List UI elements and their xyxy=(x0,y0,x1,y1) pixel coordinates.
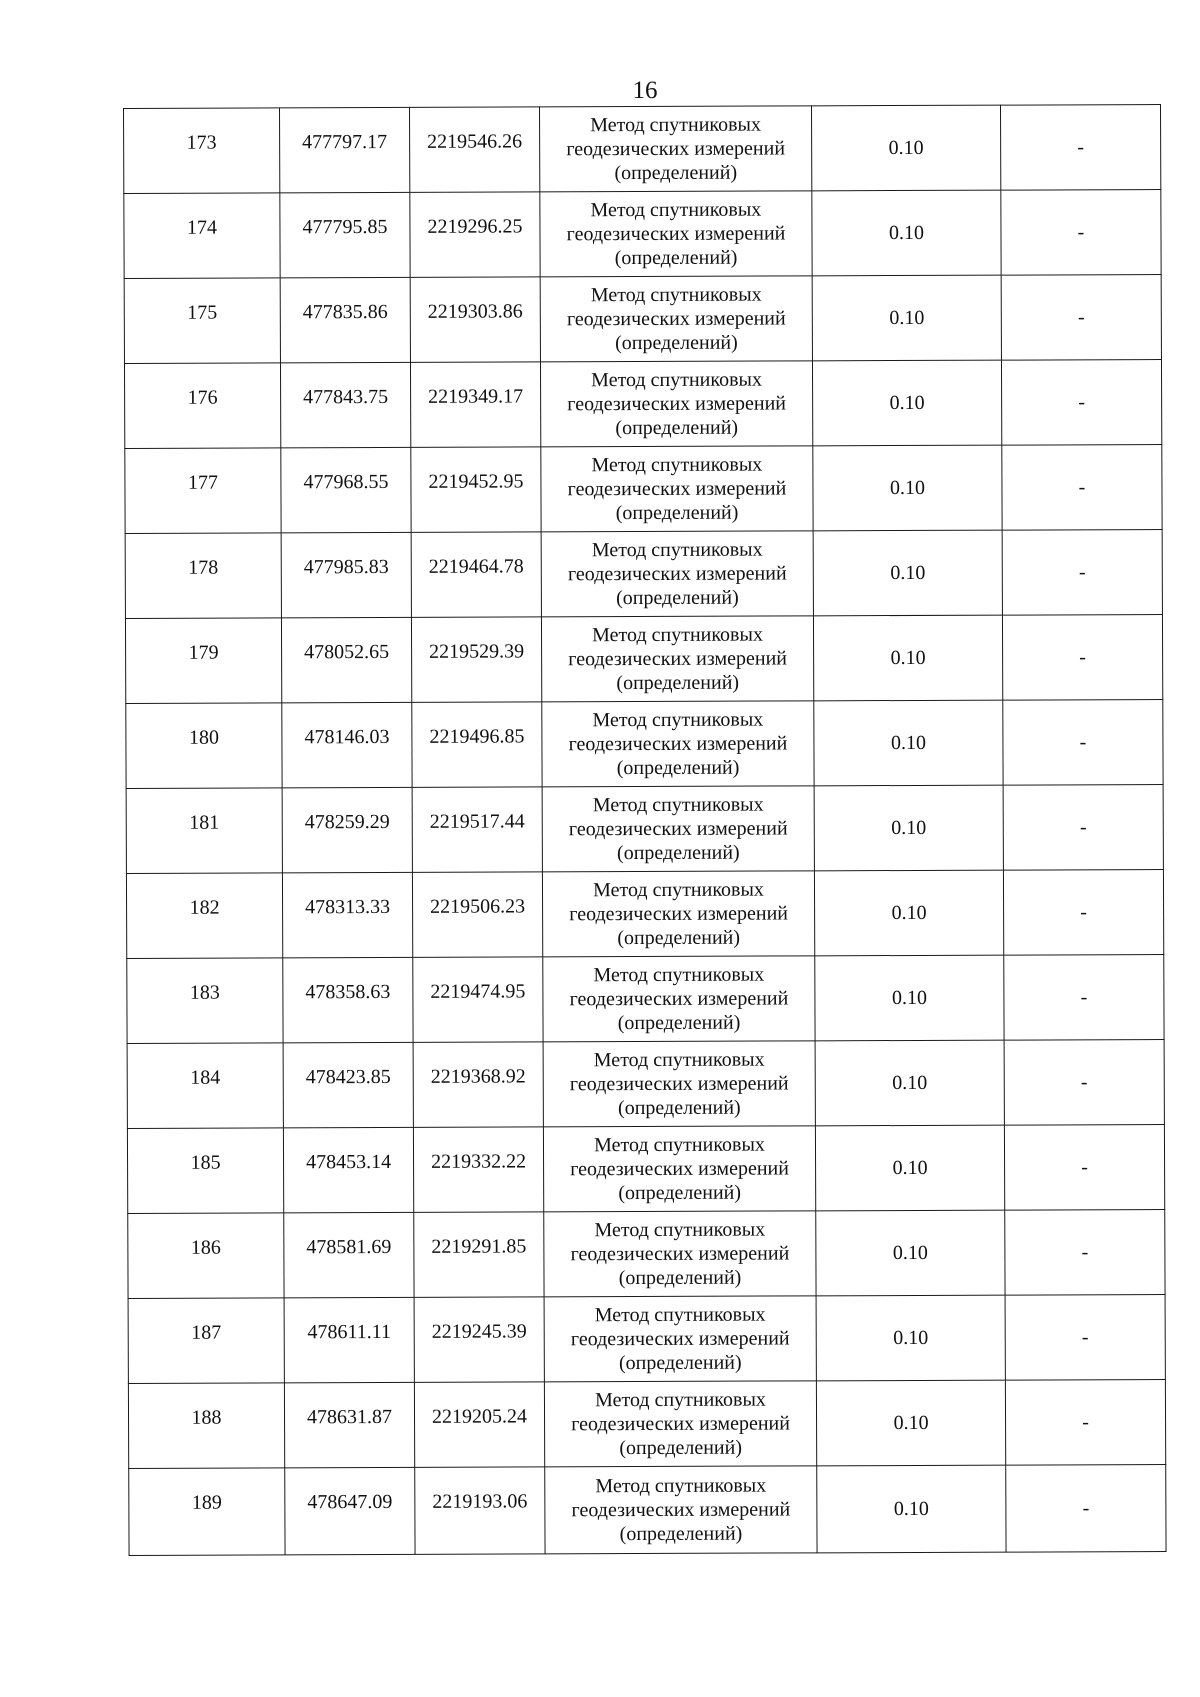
method-line: Метод спутниковых xyxy=(594,1303,766,1327)
method-line: Метод спутниковых xyxy=(594,1218,766,1242)
table-row xyxy=(128,1210,1165,1299)
method-line: (определений) xyxy=(616,586,739,610)
x-coordinate-cell: 478581.69 xyxy=(284,1212,414,1297)
method-line: (определений) xyxy=(615,501,739,525)
note-cell: - xyxy=(1002,530,1162,616)
x-coordinate-cell: 478631.87 xyxy=(284,1382,414,1467)
x-coordinate-cell: 477985.83 xyxy=(281,532,411,617)
note-cell: - xyxy=(1001,360,1161,446)
method-line: геодезических измерений xyxy=(571,1412,790,1436)
method-line: (определений) xyxy=(614,161,738,185)
method-cell xyxy=(544,1211,816,1297)
accuracy-cell: 0.10 xyxy=(812,275,1001,361)
y-coordinate-cell: 2219496.85 xyxy=(412,702,542,787)
y-coordinate-cell: 2219517.44 xyxy=(412,787,542,872)
method-line: геодезических измерений xyxy=(571,1498,791,1522)
method-line: геодезических измерений xyxy=(567,562,787,586)
method-line: (определений) xyxy=(615,416,739,440)
y-coordinate-cell: 2219464.78 xyxy=(411,532,541,617)
method-line: (определений) xyxy=(617,1011,741,1035)
accuracy-cell: 0.10 xyxy=(817,1465,1006,1553)
method-cell xyxy=(541,531,813,617)
method-line: геодезических измерений xyxy=(570,1242,790,1266)
page-number: 16 xyxy=(632,77,658,104)
table-row xyxy=(126,700,1163,789)
method-cell xyxy=(542,871,814,957)
table-row xyxy=(124,360,1161,449)
y-coordinate-cell: 2219349.17 xyxy=(410,362,540,447)
accuracy-cell: 0.10 xyxy=(815,955,1004,1041)
method-line: Метод спутниковых xyxy=(593,1048,765,1072)
accuracy-cell: 0.10 xyxy=(814,870,1003,956)
note-cell: - xyxy=(1003,700,1163,786)
table-row xyxy=(125,530,1162,619)
x-coordinate-cell: 478647.09 xyxy=(285,1467,415,1554)
point-number-cell: 183 xyxy=(127,958,283,1044)
point-number-cell: 174 xyxy=(124,193,280,279)
method-line: Метод спутниковых xyxy=(592,708,764,732)
x-coordinate-cell: 478259.29 xyxy=(282,787,412,872)
y-coordinate-cell: 2219332.22 xyxy=(413,1127,543,1212)
y-coordinate-cell: 2219474.95 xyxy=(413,957,543,1042)
note-cell: - xyxy=(1001,275,1161,361)
method-line: Метод спутниковых xyxy=(591,538,763,562)
x-coordinate-cell: 478611.11 xyxy=(284,1297,414,1382)
method-line: (определений) xyxy=(619,1436,743,1460)
method-line: геодезических измерений xyxy=(568,732,788,756)
x-coordinate-cell: 478358.63 xyxy=(283,957,413,1042)
table-row xyxy=(128,1380,1165,1469)
x-coordinate-cell: 478146.03 xyxy=(282,702,412,787)
point-number-cell: 173 xyxy=(124,108,280,194)
x-coordinate-cell: 478453.14 xyxy=(283,1127,413,1212)
method-line: геодезических измерений xyxy=(569,987,789,1011)
table-row xyxy=(124,190,1161,279)
method-cell xyxy=(544,1296,816,1382)
method-line: Метод спутниковых xyxy=(593,963,765,987)
accuracy-cell: 0.10 xyxy=(815,1040,1004,1126)
point-number-cell: 178 xyxy=(125,533,281,619)
accuracy-cell: 0.10 xyxy=(816,1295,1005,1381)
accuracy-cell: 0.10 xyxy=(816,1210,1005,1296)
x-coordinate-cell: 478313.33 xyxy=(282,872,412,957)
method-line: (определений) xyxy=(616,841,740,865)
table-row xyxy=(126,785,1163,874)
method-cell xyxy=(542,786,814,872)
note-cell: - xyxy=(1005,1210,1165,1296)
y-coordinate-cell: 2219193.06 xyxy=(415,1467,545,1554)
y-coordinate-cell: 2219529.39 xyxy=(411,617,541,702)
table-row xyxy=(125,615,1162,704)
note-cell: - xyxy=(1003,870,1163,956)
method-line: Метод спутниковых xyxy=(594,1133,765,1157)
note-cell: - xyxy=(1002,615,1162,701)
y-coordinate-cell: 2219245.39 xyxy=(414,1297,544,1382)
y-coordinate-cell: 2219368.92 xyxy=(413,1042,543,1127)
method-line: (определений) xyxy=(616,671,740,695)
method-line: (определений) xyxy=(616,756,740,780)
method-line: Метод спутниковых xyxy=(592,623,763,647)
x-coordinate-cell: 477835.86 xyxy=(280,277,410,362)
method-cell xyxy=(544,1381,816,1467)
method-line: геодезических измерений xyxy=(569,1072,789,1096)
method-line: (определений) xyxy=(618,1351,742,1375)
accuracy-cell: 0.10 xyxy=(814,785,1003,871)
method-line: Метод спутниковых xyxy=(593,878,764,902)
note-cell: - xyxy=(1002,445,1162,531)
point-number-cell: 186 xyxy=(128,1213,284,1299)
table-row xyxy=(127,955,1164,1044)
note-cell: - xyxy=(1004,1040,1164,1126)
method-line: Метод спутниковых xyxy=(590,283,762,307)
accuracy-cell: 0.10 xyxy=(811,105,1000,191)
accuracy-cell: 0.10 xyxy=(813,530,1002,616)
y-coordinate-cell: 2219303.86 xyxy=(410,277,540,362)
method-cell xyxy=(543,1041,815,1127)
accuracy-cell: 0.10 xyxy=(813,445,1002,531)
method-line: (определений) xyxy=(618,1266,742,1290)
method-line: Метод спутниковых xyxy=(595,1388,766,1412)
table-row xyxy=(129,1465,1166,1556)
method-line: Метод спутниковых xyxy=(592,793,764,817)
method-cell xyxy=(541,616,813,702)
method-line: (определений) xyxy=(614,246,738,270)
x-coordinate-cell: 477797.17 xyxy=(280,107,410,192)
accuracy-cell: 0.10 xyxy=(813,615,1002,701)
x-coordinate-cell: 478052.65 xyxy=(281,617,411,702)
method-line: геодезических измерений xyxy=(566,307,786,331)
note-cell: - xyxy=(1001,190,1161,276)
note-cell: - xyxy=(1004,1125,1164,1211)
method-line: геодезических измерений xyxy=(569,902,788,926)
table-row xyxy=(127,1040,1164,1129)
method-cell xyxy=(540,276,812,362)
point-number-cell: 185 xyxy=(127,1128,283,1214)
method-line: (определений) xyxy=(615,331,738,355)
accuracy-cell: 0.10 xyxy=(816,1380,1005,1466)
coordinates-table xyxy=(123,104,1167,1556)
method-line: Метод спутниковых xyxy=(591,368,762,392)
y-coordinate-cell: 2219291.85 xyxy=(414,1212,544,1297)
x-coordinate-cell: 477968.55 xyxy=(281,447,411,532)
y-coordinate-cell: 2219546.26 xyxy=(409,107,539,192)
y-coordinate-cell: 2219205.24 xyxy=(414,1382,544,1467)
x-coordinate-cell: 477843.75 xyxy=(280,362,410,447)
note-cell: - xyxy=(1004,955,1164,1041)
accuracy-cell: 0.10 xyxy=(815,1125,1004,1211)
note-cell: - xyxy=(1005,1295,1165,1381)
method-cell xyxy=(540,361,812,447)
point-number-cell: 188 xyxy=(128,1383,284,1469)
method-line: (определений) xyxy=(619,1522,743,1546)
method-line: (определений) xyxy=(617,926,741,950)
y-coordinate-cell: 2219506.23 xyxy=(412,872,542,957)
point-number-cell: 187 xyxy=(128,1298,284,1384)
method-cell xyxy=(545,1466,817,1554)
method-line: Метод спутниковых xyxy=(591,453,763,477)
method-line: Метод спутниковых xyxy=(590,198,762,222)
method-line: геодезических измерений xyxy=(570,1327,790,1351)
point-number-cell: 176 xyxy=(124,363,280,449)
point-number-cell: 179 xyxy=(125,618,281,704)
method-line: геодезических измерений xyxy=(568,817,788,841)
method-line: (определений) xyxy=(618,1181,742,1205)
table-row xyxy=(126,870,1163,959)
method-line: геодезических измерений xyxy=(568,647,788,671)
note-cell: - xyxy=(1003,785,1163,871)
accuracy-cell: 0.10 xyxy=(814,700,1003,786)
table-row xyxy=(128,1295,1165,1384)
point-number-cell: 180 xyxy=(126,703,282,789)
point-number-cell: 182 xyxy=(126,873,282,959)
method-cell xyxy=(543,956,815,1042)
accuracy-cell: 0.10 xyxy=(812,360,1001,446)
method-line: Метод спутниковых xyxy=(595,1474,767,1498)
method-cell xyxy=(541,446,813,532)
note-cell: - xyxy=(1006,1465,1166,1553)
table-row xyxy=(124,105,1161,194)
method-line: геодезических измерений xyxy=(570,1157,789,1181)
point-number-cell: 189 xyxy=(129,1468,285,1556)
method-cell xyxy=(543,1126,815,1212)
method-line: геодезических измерений xyxy=(566,222,786,246)
table-row xyxy=(124,275,1161,364)
method-line: (определений) xyxy=(617,1096,741,1120)
point-number-cell: 181 xyxy=(126,788,282,874)
method-line: геодезических измерений xyxy=(566,137,786,161)
point-number-cell: 175 xyxy=(124,278,280,364)
y-coordinate-cell: 2219452.95 xyxy=(411,447,541,532)
table-row xyxy=(125,445,1162,534)
method-line: геодезических измерений xyxy=(567,477,787,501)
coordinates-table-body xyxy=(124,105,1167,1556)
method-cell xyxy=(542,701,814,787)
point-number-cell: 184 xyxy=(127,1043,283,1129)
method-line: Метод спутниковых xyxy=(590,113,762,137)
note-cell: - xyxy=(1000,105,1160,191)
x-coordinate-cell: 478423.85 xyxy=(283,1042,413,1127)
table-row xyxy=(127,1125,1164,1214)
note-cell: - xyxy=(1005,1380,1165,1466)
method-cell xyxy=(539,106,811,192)
accuracy-cell: 0.10 xyxy=(812,190,1001,276)
point-number-cell: 177 xyxy=(125,448,281,534)
method-cell xyxy=(540,191,812,277)
method-line: геодезических измерений xyxy=(567,392,787,416)
y-coordinate-cell: 2219296.25 xyxy=(410,192,540,277)
x-coordinate-cell: 477795.85 xyxy=(280,192,410,277)
